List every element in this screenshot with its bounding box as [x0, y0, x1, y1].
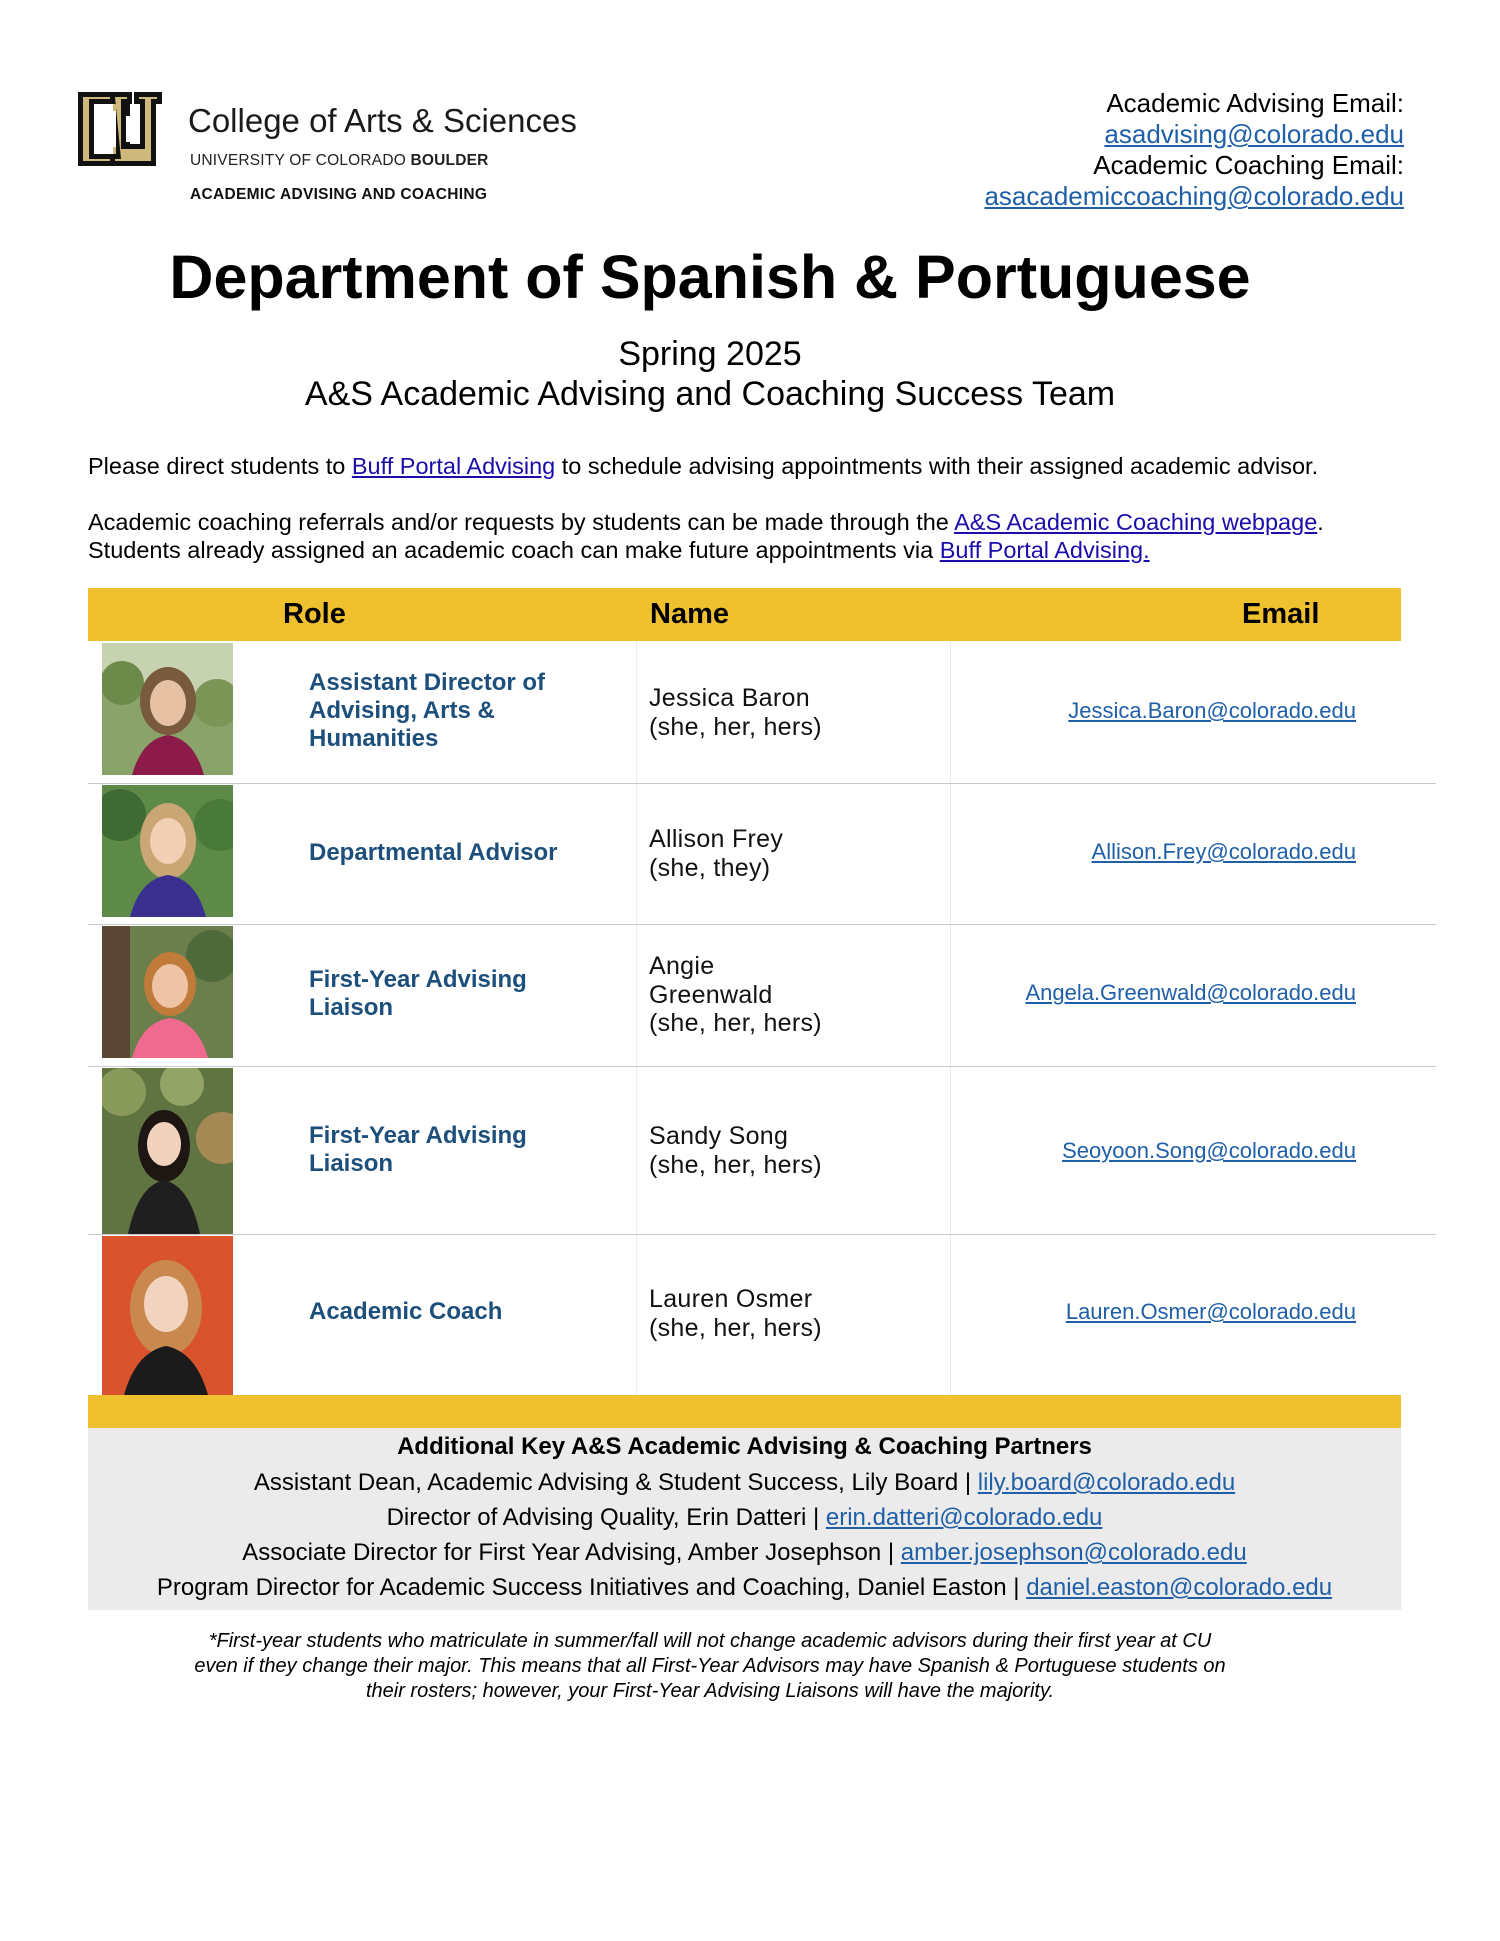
cu-logo	[74, 88, 594, 203]
staff-name: Jessica Baron (she, her, hers)	[649, 684, 822, 741]
partner-line: Associate Director for First Year Advising, Amber Josephson | amber.josephson@colorado.edu	[242, 1539, 1247, 1566]
staff-email-link[interactable]: Jessica.Baron@colorado.edu	[1068, 698, 1356, 723]
staff-role: First-Year Advising Liaison	[309, 1122, 527, 1177]
staff-photo	[102, 1236, 233, 1395]
staff-role: First-Year Advising Liaison	[309, 966, 527, 1021]
staff-role: Departmental Advisor	[309, 839, 558, 866]
staff-email-link[interactable]: Seoyoon.Song@colorado.edu	[1062, 1138, 1356, 1163]
partner-email-link[interactable]: daniel.easton@colorado.edu	[1026, 1574, 1333, 1601]
staff-name: Sandy Song (she, her, hers)	[649, 1122, 822, 1179]
partners-band	[88, 1395, 1401, 1428]
buff-portal-advising-link-2[interactable]: Buff Portal Advising.	[939, 537, 1150, 563]
advising-email-label: Academic Advising Email:	[1106, 88, 1404, 118]
cu-logo-mark	[74, 88, 166, 170]
team-subtitle: A&S Academic Advising and Coaching Success Team	[304, 375, 1116, 413]
staff-name: Lauren Osmer (she, her, hers)	[649, 1285, 822, 1342]
staff-role: Academic Coach	[309, 1298, 503, 1325]
partner-line: Program Director for Academic Success Initiatives and Coaching, Daniel Easton | daniel.easton@colorado.edu	[156, 1574, 1333, 1601]
partners-title: Additional Key A&S Academic Advising & Coaching Partners	[397, 1433, 1092, 1460]
partner-line: Assistant Dean, Academic Advising & Student Success, Lily Board | lily.board@colorado.edu	[253, 1469, 1236, 1496]
coaching-webpage-link[interactable]: A&S Academic Coaching webpage	[954, 509, 1318, 535]
term-label: Spring 2025	[618, 335, 802, 373]
university-name: UNIVERSITY OF COLORADO BOULDER	[190, 152, 489, 169]
staff-photo	[102, 1068, 233, 1234]
staff-email-link[interactable]: Angela.Greenwald@colorado.edu	[1025, 980, 1356, 1005]
coaching-email-link[interactable]: asacademiccoaching@colorado.edu	[984, 181, 1404, 211]
intro-coach-appointments: Students already assigned an academic coach can make future appointments via Buff Portal Advising.	[88, 537, 1150, 563]
staff-name: Angie Greenwald (she, her, hers)	[649, 952, 822, 1037]
college-name: College of Arts & Sciences	[188, 102, 577, 139]
staff-photo	[102, 926, 233, 1058]
staff-email-link[interactable]: Lauren.Osmer@colorado.edu	[1065, 1299, 1356, 1324]
unit-name: ACADEMIC ADVISING AND COACHING	[190, 186, 488, 203]
partner-line: Director of Advising Quality, Erin Datteri | erin.datteri@colorado.edu	[386, 1504, 1103, 1531]
intro-coaching: Academic coaching referrals and/or requests by students can be made through the A&S Academic Coaching webpage.	[88, 509, 1324, 535]
page-title: Department of Spanish & Portuguese	[169, 243, 1251, 311]
table-row	[88, 1234, 1436, 1395]
table-row	[88, 1066, 1436, 1235]
staff-photo	[102, 643, 233, 775]
table-header	[88, 588, 1401, 641]
coaching-email-label: Academic Coaching Email:	[1093, 150, 1404, 180]
partner-email-link[interactable]: erin.datteri@colorado.edu	[825, 1504, 1103, 1531]
email-column-header: Email	[1242, 598, 1320, 630]
contact-block	[984, 88, 1404, 212]
staff-name: Allison Frey (she, they)	[649, 825, 784, 882]
staff-role: Assistant Director of Advising, Arts & Humanities	[309, 669, 546, 752]
table-row	[88, 924, 1436, 1067]
buff-portal-advising-link[interactable]: Buff Portal Advising	[351, 453, 556, 479]
table-row	[88, 783, 1436, 925]
partner-email-link[interactable]: lily.board@colorado.edu	[977, 1469, 1236, 1496]
name-column-header: Name	[650, 598, 729, 630]
table-row	[88, 641, 1436, 784]
partner-email-link[interactable]: amber.josephson@colorado.edu	[900, 1539, 1247, 1566]
footnote: *First-year students who matriculate in summer/fall will not change academic advisors during their first year at CU even if they change their major. This means that all First-Year Advisors may have Spanish & Portuguese students on their rosters; however, your First-Year Advising Liaisons will have the majority.	[194, 1630, 1226, 1702]
staff-email-link[interactable]: Allison.Frey@colorado.edu	[1091, 839, 1356, 864]
role-column-header: Role	[283, 598, 346, 630]
partners-section	[88, 1428, 1401, 1610]
staff-photo	[102, 785, 233, 917]
intro-advising: Please direct students to Buff Portal Advising to schedule advising appointments with their assigned academic advisor.	[88, 453, 1319, 479]
advising-email-link[interactable]: asadvising@colorado.edu	[1104, 119, 1404, 149]
